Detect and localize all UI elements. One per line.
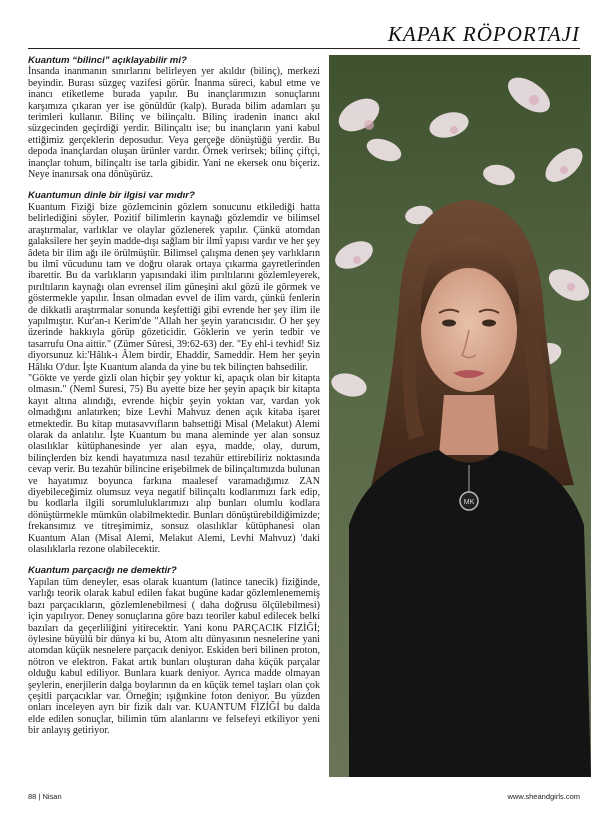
header-rule [28, 48, 580, 49]
website-url: www.sheandgirls.com [507, 792, 580, 801]
cover-portrait-photo [329, 55, 591, 777]
page-number: 88 | Nisan [28, 792, 62, 801]
question-heading: Kuantumun dinle bir ilgisi var mıdır? [28, 190, 195, 202]
answer-paragraph: "Gökte ve yerde gizli olan hiçbir şey yoktur ki, apaçık olan bir kitapta olmasın." (Neml Suresi, 75) Bu ayette bize her şeyin apaçık bir kitapta kayıt altına alındığı, evrende hiçbir şeyin yoktan var, vardan yok olmadığını anlatırken; bize Levhi Mahvuz denen açık kitaba işaret etmektedir. Bu kitap mutasavvıfların bahsettiği Misal (Melakut) Alemi olarak da anlatılır. İşte Kuantum bu mana aleminde yer alan sonsuz olasılıklar kütüphanesinde yer alan eşya, madde, olay, durum, bilinçlerden biz kendi hayatımıza nasıl tezahür ettirebiliriz noktasında cevap verir. Bu tezahür bilincine erişebilmek de bilinçaltımızda bulunan ve hayatımız boyunca farkına maalesef varamadığımız ZAN diyebileceğimiz olumsuz veya negatif bilinçaltı kodlarımızı fark edip, bu kodlarla ilgili sorumluluklarımızı alıp bunları olumlu kodlara dönüştürmekle mümkün olabilmektedir. Bunları dönüştürebildiğimizde; frekansımız ve titreşimimiz, sonsuz olasılıklar kütüphanesi olan Kuantum Alan (Misal Alemi, Melakut Alemi, Levhi Mahvuz) 'daki olasılıklarla rezone olabilecektir. [28, 372, 320, 556]
answer-paragraph: İnsanda inanmanın sınırlarını belirleyen yer akıldır (bilinç), merkezi beyindir. Burası süzgeç vazifesi görür. İnanma süreci, kabul etme ve inancı etiketleme burada yapılır. Bu inançlarımızın sonuçlarını karşımıza çıkaran yer ise gönüldür (kalp). Burada bilim adamları şu terimleri kullanır. Bilinç ve bilinçaltı. Bilinç iradenin inancı akıl süzgecinden geçirdiği yerdir. Bilinçaltı ise; bu inançların yani kabul ettiğimiz gerçeklerin deposudur. Veya gerçeğe dönüştüğü yerdir. Bu depoda inançlardan oluşan ürünler vardır. Örnek verirsek; bilinç çiftçi, inançlar tohum, bilinçaltı ise tarla gibidir. Yani ne ekersek onu biçeriz. Neye inanırsak ona dönüşürüz. [28, 66, 320, 181]
article-body [28, 55, 320, 775]
section-header: KAPAK RÖPORTAJI [387, 22, 580, 46]
zipper-logo-text: MK [463, 499, 475, 506]
answer-paragraph: Kuantum Fiziği bize gözlemcinin gözlem sonucunu etkilediği hatta belirlediğini söyler. Pozitif bilimlerin kaynağı gözlemdir ve bilimsel araştırmalar, varlıklar ve olaylar gözlenerek yapılır. Çünkü atomdan galaksilere her şeyin madde-dışı sağlam bir ilmî yapısı vardır ve her şey âdeta bir ilim ağı ile örülmüştür. Bilimsel çalışma denen şey varlıkların bu ilmî vücudunu tam ve doğru olarak ortaya çıkarma gayretlerinden ibarettir. Bu da varlıkların yapısındaki ilim pırıltılarını gözlemleyerek, pırıltıların kaynağı olan evrensel ilim güneşini akıl gözü ile görmek ve göstermekle yapılır. İnsan olmadan evvel de ilim vardı, çünkü fenlerin de dikkatli araştırmalar sonunda keşfettiği gibi evrende her şey ilim ile yapılmıştır. Kur'an-ı Kerim'de "Allah her şeyin yaratıcısıdır. O her şey üzerinde hakkıyla görüp gözeticidir. Göklerin ve yerin tedbir ve tasarrufu Ona aittir." (Zümer Sûresi, 39:62-63) der. "Ey ehl-i tevhid! Siz diyorsunuz ki:'Hâlık-ı Âlem birdir, Ehaddir, Sameddir. Hem her şeyin Hâlıkı O'dur. İşte Kuantum alanda da yine bu tek bilinçten bahsedilir. [28, 201, 320, 373]
question-heading: Kuantum “bilinci” açıklayabilir mi? [28, 55, 187, 66]
question-heading: Kuantum parçacığı ne demektir? [28, 565, 177, 577]
answer-paragraph: Yapılan tüm deneyler, esas olarak kuantum (latince tanecik) fiziğinde, varlığı teorik olarak kabul edilen fakat bugüne kadar gözlemlenememiş bazı parçacıkların, gözlemlenebilmesi ( daha doğrusu ölçülebilmesi) için yapılıyor. Deney sonuçlarına göre bazı teoriler kabul edilecek belki bazıları da geçerliliğini yitirecektir. Yani konu PARÇACIK FİZİĞİ; öylesine büyülü bir dünya ki bu, Atom altı dünyasının nesnelerine yani atomdan küçük nesnelere parçacık deniyor. Eskiden beri bilinen proton, nötron ve elektron. Fakat artık bunları oluşturan daha küçük parçalar olduğu kabul ediliyor. Bunlara kuark deniyor. Ayrıca madde olmayan şeylerin, enerjilerin dalga boylarının da en küçük temel taşları olan çok çeşitli parçacıklar var. Örneğin; ışığınkine foton deniyor. Bu yüzden onları inceleyen ayrı bir fizik dalı var. KUANTUM FİZİĞİ bu dalda elde edilen sonuçlar, bilimin tüm alanlarını ve felsefeyi etkiliyor yeni bir anlayış getiriyor. [28, 576, 320, 737]
